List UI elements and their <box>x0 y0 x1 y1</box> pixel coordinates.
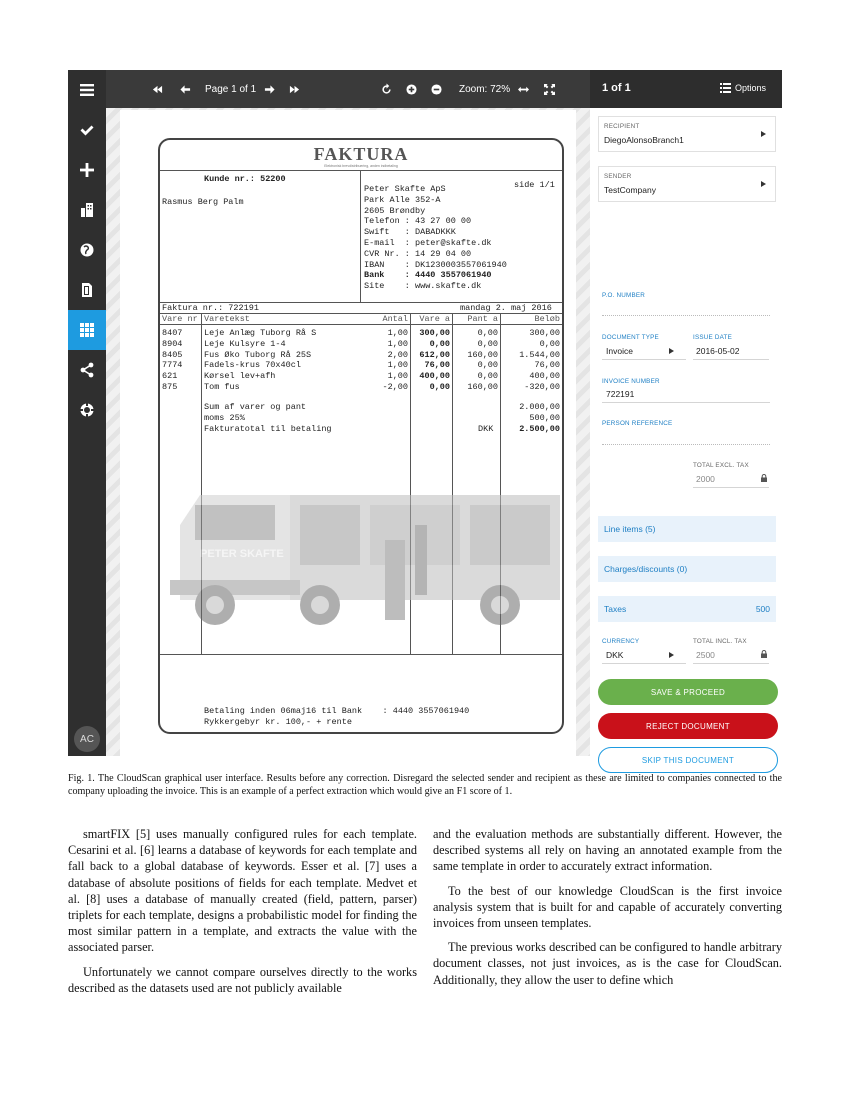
table-cell: 0,00 <box>477 338 498 349</box>
panel-header <box>590 70 782 108</box>
table-header-cell: Antal <box>382 314 408 324</box>
total-incl-value: 2500 <box>696 650 715 660</box>
left-nav-rail <box>68 70 106 756</box>
seller-line: Bank : 4440 3557061940 <box>364 270 492 281</box>
document-type-dropdown-icon[interactable] <box>669 348 674 354</box>
table-cell: 0,00 <box>477 371 498 382</box>
options-button[interactable] <box>720 83 766 93</box>
table-cell: 0,00 <box>429 382 450 392</box>
footer-fee: Rykkergebyr kr. 100,- + rente <box>204 717 352 727</box>
table-cell: 400,00 <box>529 371 560 382</box>
table-cell: 8405 <box>162 349 183 360</box>
taxes-value: 500 <box>755 604 770 614</box>
cloudscan-ui-figure <box>68 70 782 765</box>
issue-date-value[interactable]: 2016-05-02 <box>696 346 740 356</box>
table-cell: 1,00 <box>387 338 408 349</box>
total-incl-label: TOTAL INCL. TAX <box>693 638 747 645</box>
table-cell: -2,00 <box>382 382 408 392</box>
user-avatar[interactable]: AC <box>74 726 100 752</box>
building-icon[interactable] <box>68 190 106 230</box>
reject-document-button[interactable]: REJECT DOCUMENT <box>598 713 778 739</box>
table-cell: Fus Øko Tuborg Rå 25S <box>204 349 312 360</box>
invoice-subtitle: Elektronisk brevdistribuering, anden indbetaling <box>324 164 398 168</box>
table-header-cell: Vare nr <box>162 314 198 324</box>
save-proceed-button[interactable]: SAVE & PROCEED <box>598 679 778 705</box>
options-label: Options <box>735 83 767 93</box>
list-icon <box>720 83 731 93</box>
seller-line: Site : www.skafte.dk <box>364 281 482 292</box>
invoice-page <box>120 110 576 756</box>
viewer-toolbar <box>106 70 590 108</box>
recipient-label: RECIPIENT <box>604 123 640 130</box>
seller-line: IBAN : DK1230003557061940 <box>364 259 507 270</box>
taxes-label: Taxes <box>604 604 627 614</box>
table-cell: 76,00 <box>534 360 560 371</box>
taxes-section[interactable] <box>598 596 776 622</box>
table-cell: 7774 <box>162 360 183 371</box>
table-cell: 400,00 <box>419 371 450 382</box>
total-value: 2.500,00 <box>519 424 560 434</box>
currency-dropdown-icon[interactable] <box>669 652 674 658</box>
figure-caption: Fig. 1. The CloudScan graphical user interface. Results before any correction. Disregard the selected sender and recipient as these are limited to companies connected to the company uploading the invoice. This is an example of a perfect extraction which would give an F1 score of 1. <box>68 773 782 797</box>
right-column <box>433 826 782 996</box>
table-cell: 0,00 <box>539 338 560 349</box>
table-cell: 160,00 <box>467 382 498 392</box>
recipient-selector[interactable] <box>598 116 776 152</box>
document-type-label: DOCUMENT TYPE <box>602 334 659 341</box>
table-cell: 2,00 <box>387 349 408 360</box>
sum-value: 2.000,00 <box>519 402 560 412</box>
table-cell: 0,00 <box>477 328 498 338</box>
total-excl-value: 2000 <box>696 474 715 484</box>
table-cell: Kørsel lev+afh <box>204 371 276 382</box>
currency-value[interactable]: DKK <box>606 650 624 660</box>
seller-line: Park Alle 352-A <box>364 194 441 205</box>
first-page-icon[interactable] <box>152 70 163 108</box>
line-items-section[interactable]: Line items (5) <box>598 516 776 542</box>
paragraph: Unfortunately we cannot compare ourselves directly to the works described as the datasets used are not publicly available <box>68 964 417 995</box>
table-cell: 621 <box>162 371 178 382</box>
recipient-expand-icon[interactable] <box>761 131 766 137</box>
charges-discounts-section[interactable]: Charges/discounts (0) <box>598 556 776 582</box>
next-page-icon[interactable] <box>264 70 275 108</box>
table-cell: 76,00 <box>424 360 450 371</box>
rotate-icon[interactable] <box>381 70 392 108</box>
invoice-date: mandag 2. maj 2016 <box>460 303 552 313</box>
invoice-number-line: Faktura nr.: 722191 <box>162 303 259 313</box>
lock-icon <box>760 474 768 482</box>
table-cell: Fadels-krus 70x40cl <box>204 360 301 371</box>
lock-icon <box>760 650 768 658</box>
grid-icon[interactable] <box>68 310 106 350</box>
total-currency: DKK <box>478 424 494 434</box>
table-cell: 875 <box>162 382 178 392</box>
sender-selector[interactable] <box>598 166 776 202</box>
invoice-number-value[interactable]: 722191 <box>606 389 635 399</box>
invoice-title: FAKTURA <box>313 144 409 164</box>
skip-document-button[interactable]: SKIP THIS DOCUMENT <box>598 747 778 773</box>
fit-width-icon[interactable] <box>518 70 529 108</box>
paragraph: and the evaluation methods are substantially different. However, the described systems all rely on having an annotated example from the same template in order to accurately extract information. <box>433 827 782 874</box>
sum-label: Sum af varer og pant <box>204 402 307 412</box>
zoom-out-icon[interactable] <box>431 70 442 108</box>
table-cell: 1,00 <box>387 360 408 371</box>
table-cell: 8904 <box>162 338 183 349</box>
footer-payment: Betaling inden 06maj16 til Bank : 4440 3557061940 <box>204 706 470 716</box>
total-excl-label: TOTAL EXCL. TAX <box>693 462 749 469</box>
table-header-cell: Pant a <box>467 314 498 324</box>
table-cell: 0,00 <box>429 338 450 349</box>
last-page-icon[interactable] <box>289 70 300 108</box>
truck-lettering: PETER SKAFTE <box>200 548 284 560</box>
seller-line: CVR Nr. : 14 29 04 00 <box>364 248 472 259</box>
table-cell: Leje Anlæg Tuborg Rå S <box>204 328 317 338</box>
moms-label: moms 25% <box>204 413 245 423</box>
person-reference-input[interactable] <box>602 444 770 445</box>
plus-icon[interactable] <box>68 150 106 190</box>
invoice-frame <box>158 138 564 734</box>
left-column <box>68 826 417 1004</box>
po-number-input[interactable] <box>602 315 770 316</box>
total-label: Fakturatotal til betaling <box>204 424 332 434</box>
seller-line: Telefon : 43 27 00 00 <box>364 216 472 227</box>
moms-value: 500,00 <box>529 413 560 423</box>
table-cell: 8407 <box>162 328 183 338</box>
previous-page-icon[interactable] <box>180 70 191 108</box>
table-cell: 1,00 <box>387 328 408 338</box>
issue-date-label: ISSUE DATE <box>693 334 732 341</box>
table-cell: 160,00 <box>467 349 498 360</box>
lifebuoy-icon[interactable] <box>68 390 106 430</box>
table-header-cell: Beløb <box>534 314 560 324</box>
table-cell: 300,00 <box>419 328 450 338</box>
extraction-panel <box>590 108 782 765</box>
paragraph: The previous works described can be configured to handle arbitrary document classes, not just invoices, as is the case for CloudScan. Additionally, they allow the user to define which <box>433 940 782 987</box>
sender-label: SENDER <box>604 173 632 180</box>
invoice-number-label: INVOICE NUMBER <box>602 378 660 385</box>
table-cell: 612,00 <box>419 349 450 360</box>
fullscreen-icon[interactable] <box>544 70 555 108</box>
menu-icon[interactable] <box>68 70 106 110</box>
seller-line: 2605 Brøndby <box>364 205 426 216</box>
share-icon[interactable] <box>68 350 106 390</box>
sender-expand-icon[interactable] <box>761 181 766 187</box>
table-header-cell: Varetekst <box>204 314 250 324</box>
seller-line: Peter Skafte ApS <box>364 184 446 194</box>
table-cell: 1,00 <box>387 371 408 382</box>
table-cell: Tom fus <box>204 382 240 392</box>
document-icon[interactable] <box>68 270 106 310</box>
zoom-level: Zoom: 72% <box>459 83 511 95</box>
po-number-label: P.O. NUMBER <box>602 292 646 299</box>
page-indicator: Page 1 of 1 <box>205 83 257 95</box>
page-side: side 1/1 <box>514 180 555 190</box>
recipient-value: DiegoAlonsoBranch1 <box>604 135 684 145</box>
table-cell: 300,00 <box>529 328 560 338</box>
table-cell: Leje Kulsyre 1-4 <box>204 338 286 349</box>
zoom-in-icon[interactable] <box>406 70 417 108</box>
globe-icon[interactable] <box>68 230 106 270</box>
person-reference-label: PERSON REFERENCE <box>602 420 673 427</box>
check-icon[interactable] <box>68 110 106 150</box>
truck-watermark-image <box>170 465 562 635</box>
seller-line: Swift : DABADKKK <box>364 227 456 238</box>
table-cell: 0,00 <box>477 360 498 371</box>
table-cell: 1.544,00 <box>519 349 560 360</box>
table-header-cell: Vare a <box>419 314 450 324</box>
seller-line: E-mail : peter@skafte.dk <box>364 238 492 248</box>
paragraph: smartFIX [5] uses manually configured rules for each template. Cesarini et al. [6] learns a database of keywords for each template and fall back to a global database of keywords. Esser et al. [7] uses a database of absolute positions of fields for each template. Medvet et al. [8] uses a database of manually created (field, pattern, parser) triplets for each template, designs a probabilistic model for finding the most similar pattern in a template, and extracts the value with the associated parser. <box>68 827 417 955</box>
document-type-value[interactable]: Invoice <box>606 346 633 356</box>
customer-number: Kunde nr.: 52200 <box>204 174 286 184</box>
result-counter: 1 of 1 <box>602 82 631 94</box>
currency-label: CURRENCY <box>602 638 640 645</box>
sender-value: TestCompany <box>604 185 656 195</box>
table-cell: -320,00 <box>524 382 560 392</box>
customer-name: Rasmus Berg Palm <box>162 197 244 207</box>
paragraph: To the best of our knowledge CloudScan is the first invoice analysis system that is built for and capable of accurately converting invoices from unseen templates. <box>433 883 782 931</box>
